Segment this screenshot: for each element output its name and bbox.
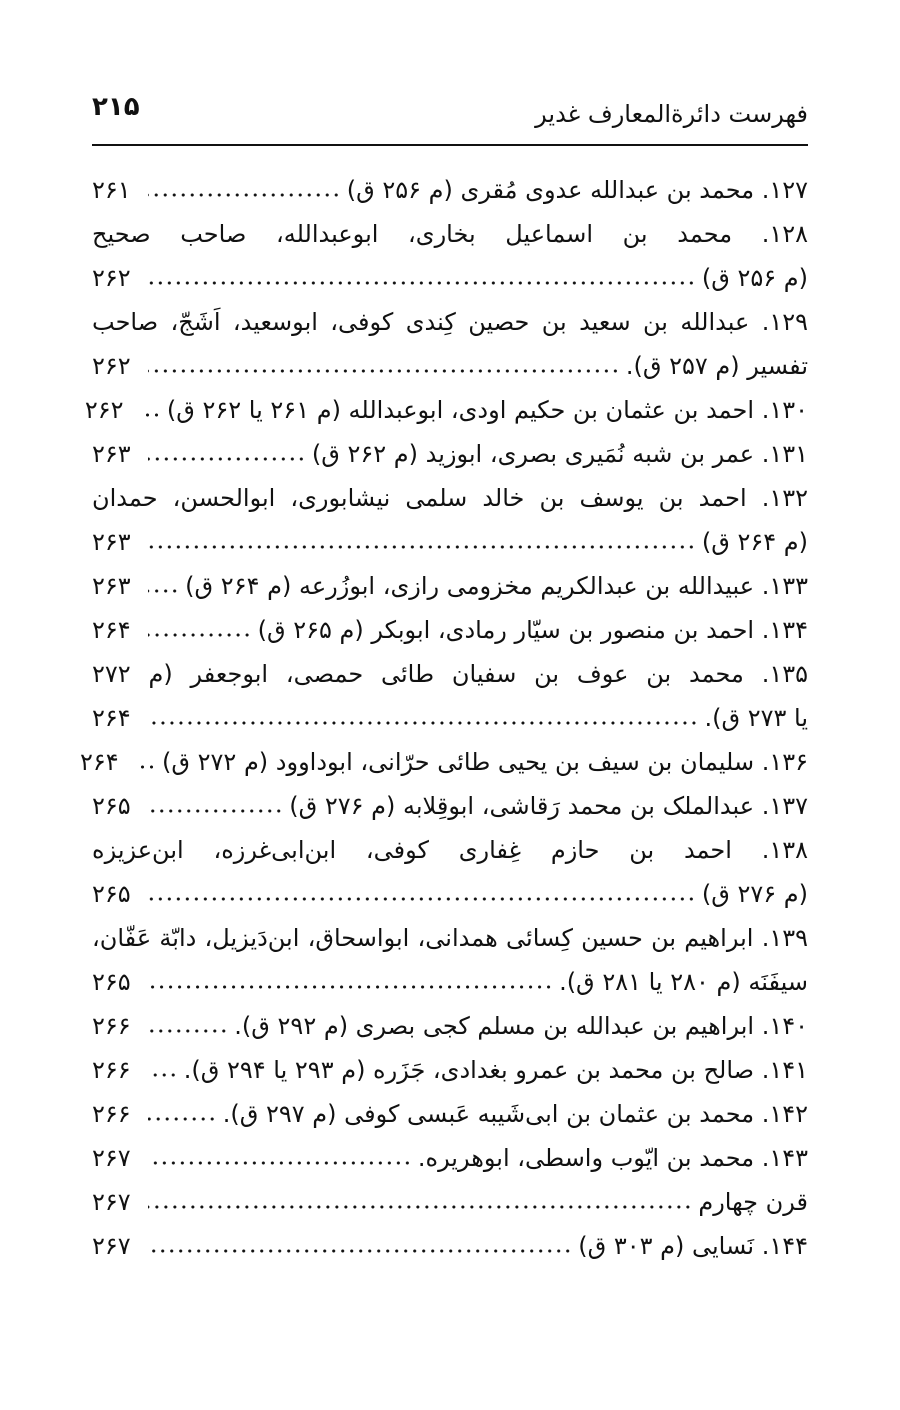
toc-line <box>92 958 808 1002</box>
dot-leader <box>148 1248 572 1254</box>
toc-line <box>92 1222 808 1266</box>
toc-page-number: ۲۶۲ <box>92 264 131 292</box>
toc-line <box>92 562 808 606</box>
toc-entry-text: ۱۴۲. محمد بن عثمان بن ابی‌شَیبه عَبسی کوفی (م ۲۹۷ ق). <box>222 1100 808 1128</box>
toc-page-number: ۲۶۷ <box>92 1188 131 1216</box>
dot-leader <box>148 1160 412 1166</box>
toc-line <box>92 606 808 650</box>
toc-line <box>92 1134 808 1178</box>
toc-entry-text: ۱۳۳. عبیدالله بن عبدالکریم مخزومی رازی، ابوزُرعه (م ۲۶۴ ق) <box>185 572 808 600</box>
toc-entry-text: یا ۲۷۳ ق). <box>704 704 808 732</box>
toc-entry-text: ۱۳۵. محمد بن عوف بن سفیان طائی حمصی، ابوجعفر (م ۲۷۲ <box>92 660 808 688</box>
toc-page-number: ۲۶۳ <box>92 572 131 600</box>
dot-leader <box>148 1028 228 1034</box>
toc-entry-text: قرن چهارم <box>698 1188 808 1216</box>
toc-entry-text: ۱۳۷. عبدالملک بن محمد رَقاشی، ابوقِلابه (م ۲۷۶ ق) <box>289 792 808 820</box>
dot-leader <box>148 896 696 902</box>
toc-page-number: ۲۶۳ <box>92 528 131 556</box>
toc-page-number: ۲۶۷ <box>92 1144 131 1172</box>
toc-entry-text: ۱۴۳. محمد بن ایّوب واسطی، ابوهریره. <box>417 1144 808 1172</box>
dot-leader <box>148 1116 217 1122</box>
toc-line <box>92 210 808 254</box>
toc-entry-text: ۱۳۸. احمد بن حازم غِفاری کوفی، ابن‌ابی‌غرزه، ابن‌عزیزه <box>92 836 808 864</box>
toc-line <box>92 166 808 210</box>
toc-line <box>92 254 808 298</box>
dot-leader <box>148 368 620 374</box>
toc-page-number: ۲۶۱ <box>92 176 131 204</box>
dot-leader <box>148 588 179 594</box>
toc-page-number: ۲۶۴ <box>92 704 131 732</box>
toc-line <box>92 474 808 518</box>
toc-page-number: ۲۶۶ <box>92 1012 131 1040</box>
dot-leader <box>148 984 553 990</box>
dot-leader <box>148 632 252 638</box>
toc-entry-text: (م ۲۷۶ ق) <box>701 880 808 908</box>
toc-entry-text: ۱۲۷. محمد بن عبدالله عدوی مُقری (م ۲۵۶ ق) <box>346 176 808 204</box>
toc-page-number: ۲۶۷ <box>92 1232 131 1260</box>
toc-line <box>80 738 808 782</box>
toc-entry-text: ۱۳۴. احمد بن منصور بن سیّار رمادی، ابوبکر (م ۲۶۵ ق) <box>257 616 808 644</box>
toc-entry-text: ۱۴۴. نَسایی (م ۳۰۳ ق) <box>578 1232 808 1260</box>
toc-entry-text: (م ۲۶۴ ق) <box>701 528 808 556</box>
toc-entry-text: تفسیر (م ۲۵۷ ق). <box>625 352 808 380</box>
toc-entry-text: ۱۲۹. عبدالله بن سعید بن حصین کِندی کوفی، ابوسعید، اَشَجّ، صاحب <box>92 308 808 336</box>
toc-line <box>92 342 808 386</box>
toc-line <box>84 386 808 430</box>
toc-line <box>92 694 808 738</box>
toc-entry-text: ۱۳۶. سلیمان بن سیف بن یحیی طائی حرّانی، ابوداوود (م ۲۷۲ ق) <box>162 748 808 776</box>
toc-line <box>92 430 808 474</box>
toc-entry-text: ۱۳۹. ابراهیم بن حسین کِسائی همدانی، ابواسحاق، ابن‌دَیزیل، دابّة عَفّان، <box>92 924 808 952</box>
toc-line <box>92 650 808 694</box>
toc-line <box>92 1178 808 1222</box>
toc-line <box>92 1090 808 1134</box>
toc-page-number: ۲۶۵ <box>92 968 131 996</box>
toc-entry-text: ۱۴۱. صالح بن محمد بن عمرو بغدادی، جَزَره (م ۲۹۳ یا ۲۹۴ ق). <box>183 1056 808 1084</box>
toc-entry-text: ۱۳۲. احمد بن یوسف بن خالد سلمی نیشابوری، ابوالحسن، حمدان <box>92 484 808 512</box>
dot-leader <box>148 544 696 550</box>
dot-leader <box>141 412 161 418</box>
toc-line <box>92 1002 808 1046</box>
page-number: ۲۱۵ <box>92 92 140 122</box>
dot-leader <box>148 1072 178 1078</box>
dot-leader <box>148 1204 692 1210</box>
running-title: فهرست دائرةالمعارف غدیر <box>535 100 808 128</box>
toc-entry-text: (م ۲۵۶ ق) <box>701 264 808 292</box>
toc-page-number: ۲۶۶ <box>92 1056 131 1084</box>
dot-leader <box>148 808 283 814</box>
running-header <box>92 92 808 146</box>
toc-entry-text: ۱۳۱. عمر بن شبه نُمَیری بصری، ابوزید (م ۲۶۲ ق) <box>311 440 808 468</box>
table-of-contents <box>80 166 808 1266</box>
toc-page-number: ۲۶۳ <box>92 440 131 468</box>
toc-page-number: ۲۶۵ <box>92 792 131 820</box>
dot-leader <box>148 720 698 726</box>
toc-entry-text: ۱۲۸. محمد بن اسماعیل بخاری، ابوعبدالله، صاحب صحیح <box>92 220 808 248</box>
dot-leader <box>148 192 341 198</box>
dot-leader <box>136 764 156 770</box>
toc-page-number: ۲۶۵ <box>92 880 131 908</box>
dot-leader <box>148 456 306 462</box>
toc-page-number: ۲۶۲ <box>84 396 124 424</box>
toc-entry-text: ۱۴۰. ابراهیم بن عبدالله بن مسلم کجی بصری (م ۲۹۲ ق). <box>234 1012 808 1040</box>
toc-line <box>92 826 808 870</box>
toc-line <box>92 1046 808 1090</box>
toc-page-number: ۲۶۴ <box>80 748 119 776</box>
toc-page-number: ۲۶۲ <box>92 352 131 380</box>
toc-entry-text: سیفَنَه (م ۲۸۰ یا ۲۸۱ ق). <box>559 968 808 996</box>
toc-entry-text: ۱۳۰. احمد بن عثمان بن حکیم اودی، ابوعبدالله (م ۲۶۱ یا ۲۶۲ ق) <box>166 396 808 424</box>
toc-line <box>92 518 808 562</box>
toc-line <box>92 870 808 914</box>
toc-line <box>92 914 808 958</box>
toc-page-number: ۲۶۴ <box>92 616 131 644</box>
toc-line <box>92 782 808 826</box>
toc-line <box>92 298 808 342</box>
toc-page-number: ۲۶۶ <box>92 1100 131 1128</box>
dot-leader <box>148 280 696 286</box>
